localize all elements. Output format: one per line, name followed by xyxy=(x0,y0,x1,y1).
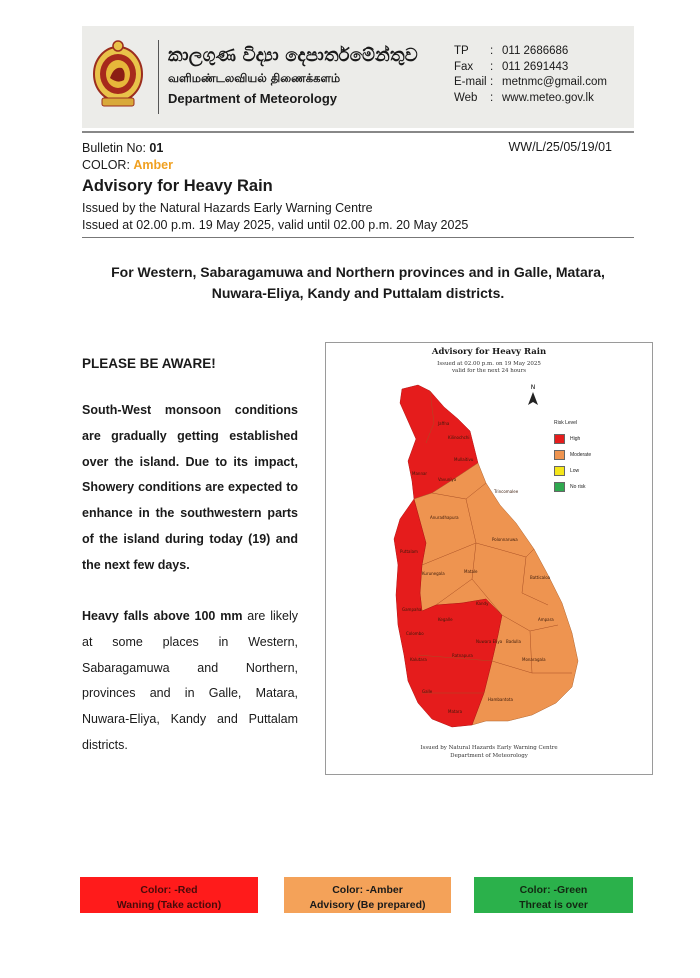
contact-label: TP xyxy=(454,45,469,57)
north-label: N xyxy=(530,384,536,391)
district-label: Monaragala xyxy=(522,657,546,662)
map-legend xyxy=(554,420,591,495)
contact-row-tp: TP : 011 2686686 xyxy=(454,44,607,60)
heavy-falls-paragraph xyxy=(82,604,298,759)
bulletin-color-line xyxy=(82,157,173,174)
affected-areas-line2: Nuwara-Eliya, Kandy and Puttalam districts. xyxy=(211,285,505,301)
color-key-amber-title: Color: -Amber xyxy=(332,884,403,896)
color-key-red-title: Color: -Red xyxy=(140,884,198,896)
district-label: Ratnapura xyxy=(452,653,473,658)
district-label: Polonnaruwa xyxy=(492,537,518,542)
district-label: Badulla xyxy=(506,639,521,644)
contact-value: 011 2686686 xyxy=(502,45,569,57)
district-label: Jaffna xyxy=(438,421,450,426)
district-label: Gampaha xyxy=(402,607,422,612)
map-footer xyxy=(326,744,652,760)
legend-label: No risk xyxy=(570,484,586,490)
district-label: Kalutara xyxy=(410,657,427,662)
contact-value: 011 2691443 xyxy=(502,60,569,73)
contact-value[interactable]: www.meteo.gov.lk xyxy=(502,91,594,104)
legend-label: High xyxy=(570,436,581,442)
contact-row-web: Web : www.meteo.gov.lk xyxy=(454,91,607,107)
heavy-falls-text: are likely at some places in Western, Sabaragamuwa and Northern, provinces and in Galle, Matara, Nuwara-Eliya, Kandy and Puttalam districts. xyxy=(82,609,298,752)
contact-row-email: E-mail : metnmc@gmail.com xyxy=(454,75,607,91)
map-subtitle-line2: valid for the next 24 hours xyxy=(451,368,527,374)
legend-label: Moderate xyxy=(570,452,592,458)
bulletin-number-label: Bulletin No: xyxy=(82,141,150,155)
district-label: Nuwara Eliya xyxy=(476,639,503,644)
organization-name xyxy=(168,44,418,108)
contact-value[interactable]: metnmc@gmail.com xyxy=(502,76,607,88)
bulletin-number-line xyxy=(82,140,173,157)
bulletin-info xyxy=(82,140,173,174)
map-footer-line1: Issued by Natural Hazards Early Warning Centre xyxy=(420,745,558,751)
district-label: Puttalam xyxy=(400,549,418,554)
map-footer-line2: Department of Meteorology xyxy=(450,753,528,759)
bulletin-number: 01 xyxy=(149,141,164,155)
map-subtitle-line1: Issued at 02.00 p.m. on 19 May 2025 xyxy=(437,361,541,367)
color-key-green-desc: Threat is over xyxy=(519,899,588,911)
district-label: Ampara xyxy=(538,617,554,622)
contact-label: Web xyxy=(454,91,478,104)
district-label: Mullaitivu xyxy=(454,457,474,462)
legend-label: Low xyxy=(570,468,580,474)
issued-by: Issued by the Natural Hazards Early Warning Centre xyxy=(82,201,373,215)
bulletin-reference: WW/L/25/05/19/01 xyxy=(508,140,612,154)
sri-lanka-emblem-icon xyxy=(92,38,144,108)
contact-details xyxy=(454,44,607,106)
district-label: Trincomalee xyxy=(494,489,519,494)
district-label: Batticaloa xyxy=(530,575,551,580)
north-arrow-icon xyxy=(528,384,538,405)
district-label: Galle xyxy=(422,689,433,694)
district-label: Kegalle xyxy=(438,617,453,622)
risk-map xyxy=(325,342,653,775)
color-key-green-title: Color: -Green xyxy=(519,884,588,896)
district-label: Kilinochchi xyxy=(448,435,470,440)
color-key-green xyxy=(474,877,633,913)
header-divider xyxy=(158,40,159,114)
legend-item-high xyxy=(554,431,591,447)
org-name-english: Department of Meteorology xyxy=(168,91,338,106)
district-label: Kandy xyxy=(476,601,489,606)
header-rule xyxy=(82,131,634,133)
legend-item-no-risk xyxy=(554,479,591,495)
issue-details xyxy=(82,200,468,234)
district-label: Vavuniya xyxy=(438,477,457,482)
color-key-amber xyxy=(284,877,451,913)
district-label: Hambantota xyxy=(488,697,513,702)
affected-areas-line1: For Western, Sabaragamuwa and Northern provinces and in Galle, Matara, xyxy=(111,264,605,280)
district-label: Matale xyxy=(464,569,478,574)
district-label: Matara xyxy=(448,709,463,714)
color-key-amber-desc: Advisory (Be prepared) xyxy=(309,899,426,911)
contact-label: Fax xyxy=(454,60,474,73)
sri-lanka-map xyxy=(326,343,654,776)
org-name-sinhala: කාලගුණ විද්‍යා දෙපාර්තමේන්තුව xyxy=(168,45,418,66)
district-label: Anuradhapura xyxy=(430,515,459,520)
legend-title: Risk Level xyxy=(554,420,578,426)
map-title: Advisory for Heavy Rain xyxy=(431,347,547,357)
heavy-falls-emphasis: Heavy falls above 100 mm xyxy=(82,609,243,623)
org-name-tamil: வளிமண்டலவியல் திணைக்களம் xyxy=(168,71,341,85)
contact-row-fax: Fax : 011 2691443 xyxy=(454,60,607,76)
letterhead xyxy=(82,26,634,128)
affected-areas xyxy=(82,262,634,304)
legend-item-low xyxy=(554,463,591,479)
legend-item-moderate xyxy=(554,447,591,463)
monsoon-paragraph: South-West monsoon conditions are gradually getting established over the island. Due to its impact, Showery conditions are expected to enhance in the southwestern parts of the island during today (19) and the next few days. xyxy=(82,403,298,572)
district-label: Mannar xyxy=(412,471,428,476)
district-label: Kurunegala xyxy=(422,571,445,576)
contact-label: E-mail xyxy=(454,76,487,88)
aware-heading: PLEASE BE AWARE! xyxy=(82,356,216,371)
section-rule xyxy=(82,237,634,238)
color-key-red-desc: Waning (Take action) xyxy=(116,899,222,911)
district-label: Colombo xyxy=(406,631,424,636)
issued-time: Issued at 02.00 p.m. 19 May 2025, valid until 02.00 p.m. 20 May 2025 xyxy=(82,218,469,232)
color-key-red xyxy=(80,877,258,913)
bulletin-color-value: Amber xyxy=(133,158,173,172)
bulletin-color-label: COLOR: xyxy=(82,158,134,172)
advisory-title: Advisory for Heavy Rain xyxy=(82,177,273,195)
